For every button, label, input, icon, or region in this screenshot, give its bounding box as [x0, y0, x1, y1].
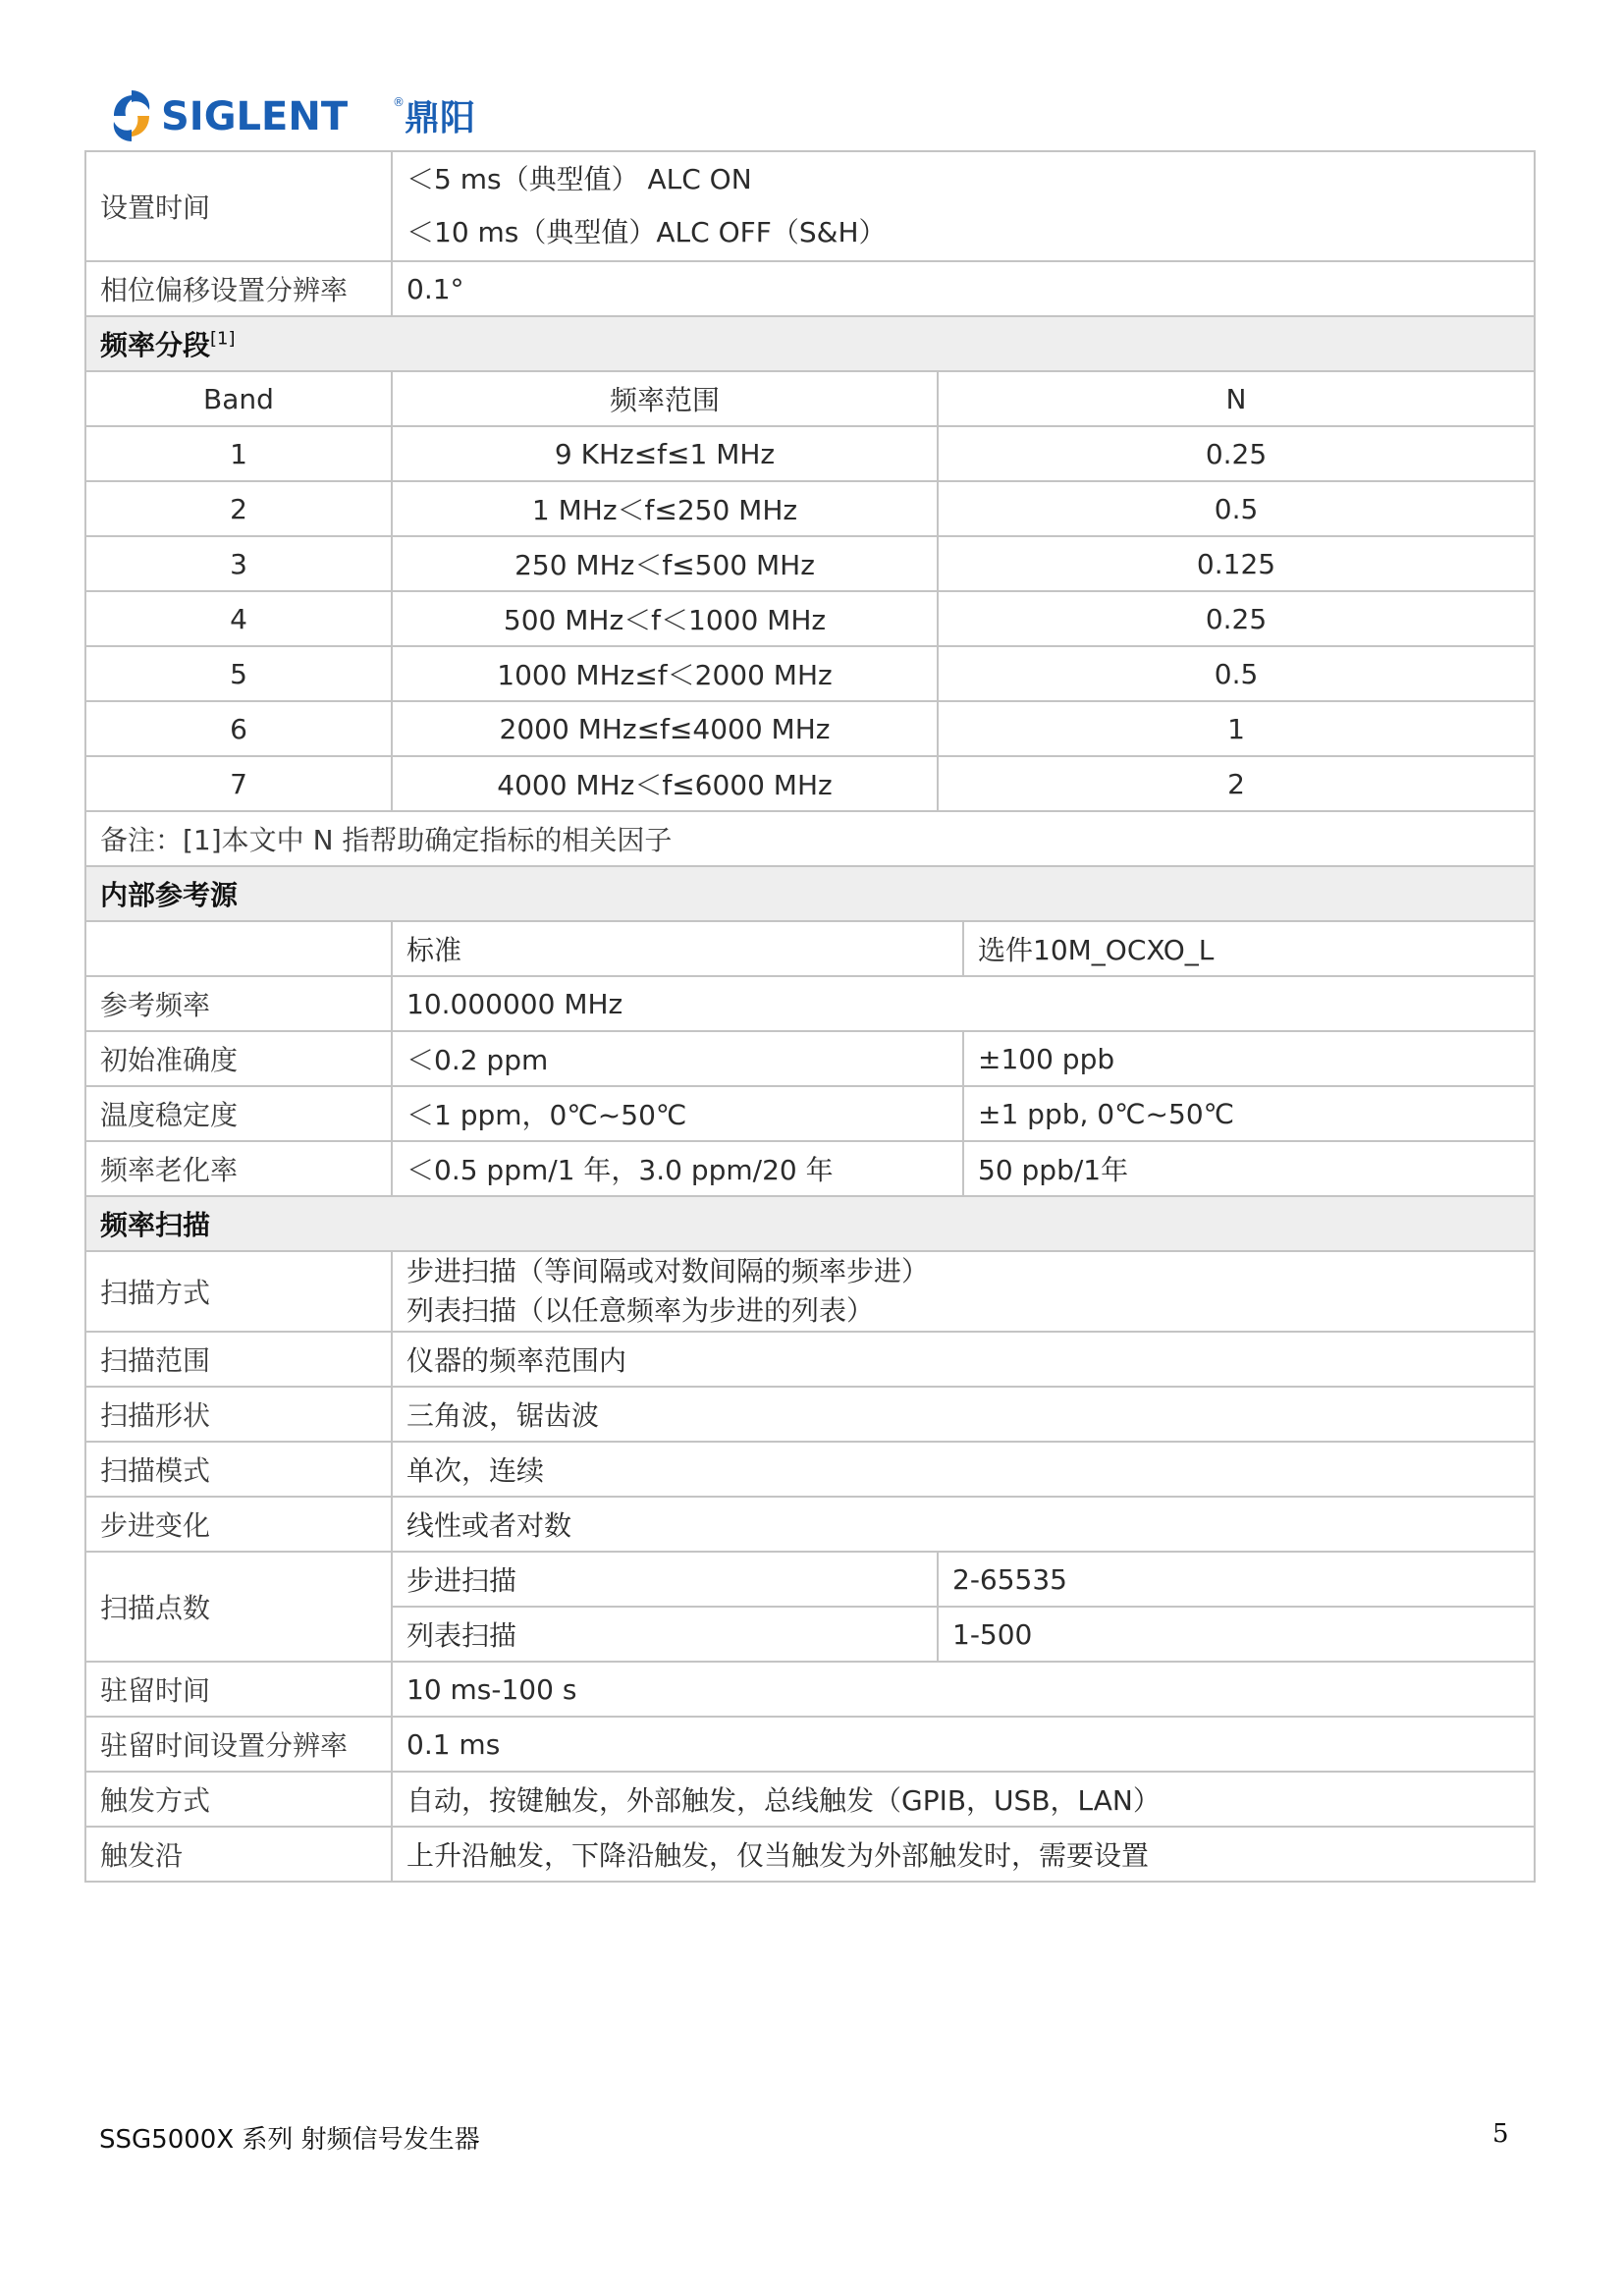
band-cell: 6	[85, 701, 392, 756]
sweep-mode-value	[392, 1251, 1535, 1332]
temp-stab-opt: ±1 ppb, 0℃~50℃	[963, 1086, 1535, 1141]
siglent-logo	[106, 86, 499, 145]
trigger-row	[85, 1772, 1535, 1827]
ref-freq-label: 参考频率	[85, 976, 392, 1031]
n-cell: 0.25	[938, 591, 1535, 646]
remark-row	[85, 811, 1535, 866]
n-cell: 2	[938, 756, 1535, 811]
int-ref-opt-header: 选件10M_OCXO_L	[963, 921, 1535, 976]
n-header: N	[938, 371, 1535, 426]
points-label: 扫描点数	[85, 1552, 392, 1662]
init-acc-std: ＜0.2 ppm	[392, 1031, 963, 1086]
int-ref-std-header: 标准	[392, 921, 963, 976]
spec-table	[84, 150, 1536, 1883]
aging-row	[85, 1141, 1535, 1196]
step-label: 步进变化	[85, 1497, 392, 1552]
page-number: 5	[1492, 2119, 1509, 2149]
band-header-row	[85, 371, 1535, 426]
int-ref-header-row	[85, 921, 1535, 976]
n-cell: 0.125	[938, 536, 1535, 591]
range-cell: 9 KHz≤f≤1 MHz	[392, 426, 938, 481]
sweep-section	[85, 1196, 1535, 1251]
remark-text: 备注：[1]本文中 N 指帮助确定指标的相关因子	[85, 811, 1535, 866]
range-cell: 1000 MHz≤f＜2000 MHz	[392, 646, 938, 701]
band-row	[85, 536, 1535, 591]
edge-value: 上升沿触发，下降沿触发，仅当触发为外部触发时，需要设置	[392, 1827, 1535, 1882]
range-cell: 4000 MHz＜f≤6000 MHz	[392, 756, 938, 811]
int-ref-section	[85, 866, 1535, 921]
dwell-label: 驻留时间	[85, 1662, 392, 1717]
aging-std: ＜0.5 ppm/1 年，3.0 ppm/20 年	[392, 1141, 963, 1196]
settling-line2: ＜10 ms（典型值）ALC OFF（S&H）	[406, 216, 887, 248]
points-row-step	[85, 1552, 1535, 1607]
aging-label: 频率老化率	[85, 1141, 392, 1196]
range-cell: 500 MHz＜f＜1000 MHz	[392, 591, 938, 646]
n-cell: 0.5	[938, 481, 1535, 536]
band-row	[85, 591, 1535, 646]
logo-chinese: 鼎阳	[405, 98, 476, 138]
points-step-value: 2-65535	[938, 1552, 1535, 1607]
dwell-res-row	[85, 1717, 1535, 1772]
logo-wordmark: SIGLENT	[161, 94, 349, 139]
aging-opt: 50 ppb/1年	[963, 1141, 1535, 1196]
band-row	[85, 426, 1535, 481]
sweep-mode2-value: 单次，连续	[392, 1442, 1535, 1497]
band-cell: 1	[85, 426, 392, 481]
settling-row	[85, 151, 1535, 261]
footer-title: SSG5000X 系列 射频信号发生器	[99, 2125, 480, 2155]
settling-line1: ＜5 ms（典型值） ALC ON	[406, 163, 752, 195]
phase-res-row	[85, 261, 1535, 316]
sweep-range-row	[85, 1332, 1535, 1387]
band-row	[85, 756, 1535, 811]
freq-band-section	[85, 316, 1535, 371]
step-value: 线性或者对数	[392, 1497, 1535, 1552]
sweep-range-label: 扫描范围	[85, 1332, 392, 1387]
dwell-res-label: 驻留时间设置分辨率	[85, 1717, 392, 1772]
edge-row	[85, 1827, 1535, 1882]
temp-stab-std: ＜1 ppm，0℃~50℃	[392, 1086, 963, 1141]
band-cell: 4	[85, 591, 392, 646]
sweep-mode-row	[85, 1251, 1535, 1332]
sweep-shape-value: 三角波，锯齿波	[392, 1387, 1535, 1442]
registered-mark: ®	[393, 95, 405, 109]
n-cell: 0.25	[938, 426, 1535, 481]
sweep-shape-label: 扫描形状	[85, 1387, 392, 1442]
band-cell: 5	[85, 646, 392, 701]
sweep-mode2-row	[85, 1442, 1535, 1497]
edge-label: 触发沿	[85, 1827, 392, 1882]
sweep-mode-line1: 步进扫描（等间隔或对数间隔的频率步进）	[406, 1255, 930, 1287]
init-acc-row	[85, 1031, 1535, 1086]
ref-freq-row	[85, 976, 1535, 1031]
phase-res-label: 相位偏移设置分辨率	[85, 261, 392, 316]
range-cell: 1 MHz＜f≤250 MHz	[392, 481, 938, 536]
trigger-label: 触发方式	[85, 1772, 392, 1827]
sweep-title: 频率扫描	[85, 1196, 1535, 1251]
dwell-row	[85, 1662, 1535, 1717]
range-cell: 2000 MHz≤f≤4000 MHz	[392, 701, 938, 756]
sweep-mode-label: 扫描方式	[85, 1251, 392, 1332]
n-cell: 1	[938, 701, 1535, 756]
phase-res-value: 0.1°	[392, 261, 1535, 316]
temp-stab-label: 温度稳定度	[85, 1086, 392, 1141]
settling-label: 设置时间	[85, 151, 392, 261]
band-cell: 2	[85, 481, 392, 536]
sweep-mode2-label: 扫描模式	[85, 1442, 392, 1497]
band-row	[85, 701, 1535, 756]
int-ref-blank	[85, 921, 392, 976]
siglent-swirl-icon	[114, 90, 150, 141]
points-list-label: 列表扫描	[392, 1607, 938, 1662]
init-acc-label: 初始准确度	[85, 1031, 392, 1086]
band-cell: 3	[85, 536, 392, 591]
note-ref: [1]	[210, 328, 236, 350]
ref-freq-value: 10.000000 MHz	[392, 976, 1535, 1031]
sweep-mode-line2: 列表扫描（以任意频率为步进的列表）	[406, 1294, 875, 1327]
int-ref-title: 内部参考源	[85, 866, 1535, 921]
sweep-shape-row	[85, 1387, 1535, 1442]
band-cell: 7	[85, 756, 392, 811]
init-acc-opt: ±100 ppb	[963, 1031, 1535, 1086]
freq-band-title: 频率分段[1]	[85, 316, 1535, 371]
range-cell: 250 MHz＜f≤500 MHz	[392, 536, 938, 591]
sweep-range-value: 仪器的频率范围内	[392, 1332, 1535, 1387]
dwell-res-value: 0.1 ms	[392, 1717, 1535, 1772]
n-cell: 0.5	[938, 646, 1535, 701]
temp-stab-row	[85, 1086, 1535, 1141]
points-list-value: 1-500	[938, 1607, 1535, 1662]
range-header: 频率范围	[392, 371, 938, 426]
trigger-value: 自动，按键触发，外部触发，总线触发（GPIB，USB，LAN）	[392, 1772, 1535, 1827]
settling-value	[392, 151, 1535, 261]
points-step-label: 步进扫描	[392, 1552, 938, 1607]
band-row	[85, 481, 1535, 536]
band-header: Band	[85, 371, 392, 426]
dwell-value: 10 ms-100 s	[392, 1662, 1535, 1717]
step-row	[85, 1497, 1535, 1552]
band-row	[85, 646, 1535, 701]
